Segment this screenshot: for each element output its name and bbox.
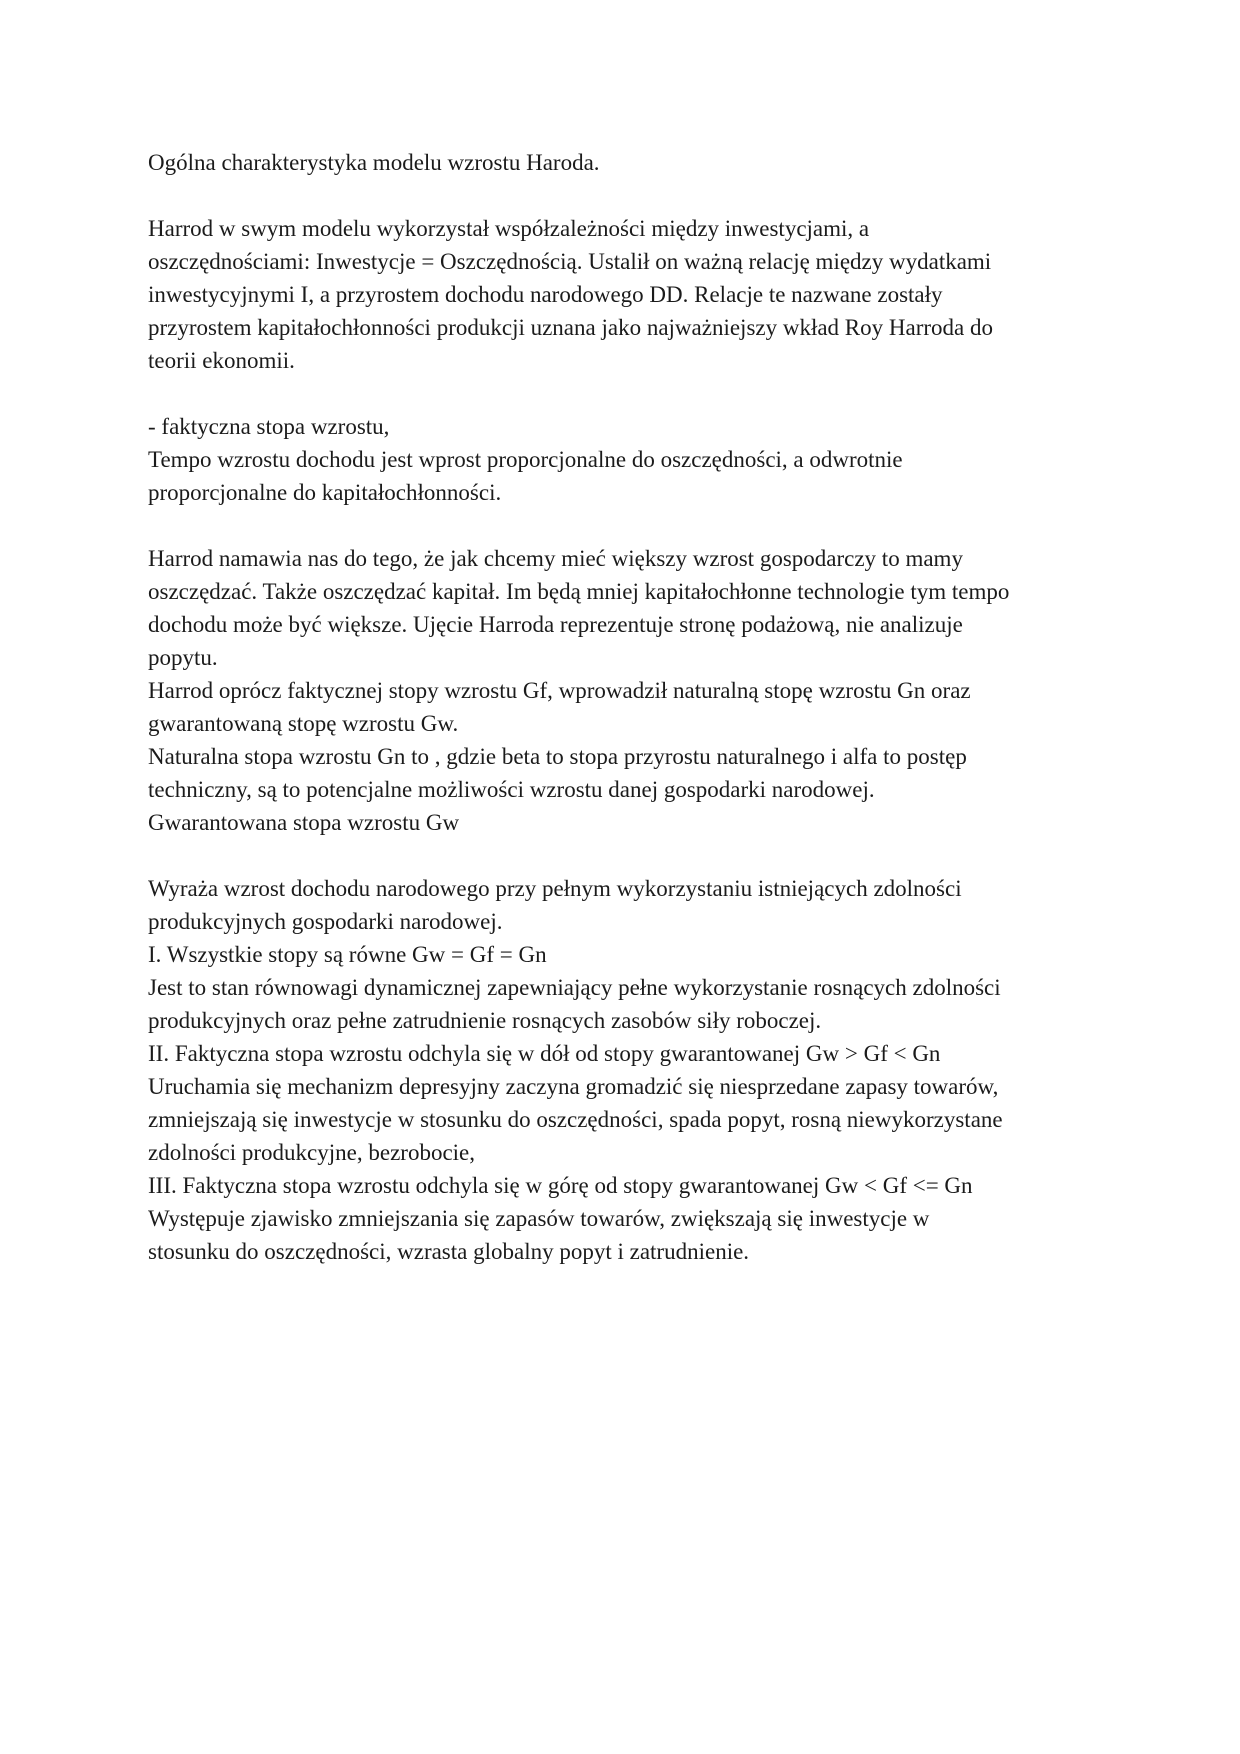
paragraph-line: dochodu może być większe. Ujęcie Harroda reprezentuje stronę podażową, nie analizuje — [148, 612, 963, 637]
section-heading: Gwarantowana stopa wzrostu Gw — [148, 810, 460, 835]
paragraph-line: produkcyjnych gospodarki narodowej. — [148, 909, 503, 934]
list-item: III. Faktyczna stopa wzrostu odchyla się w górę od stopy gwarantowanej Gw < Gf <= Gn — [148, 1173, 973, 1198]
paragraph-line: oszczędnościami: Inwestycje = Oszczędnością. Ustalił on ważną relację między wydatkami — [148, 249, 992, 274]
list-item: I. Wszystkie stopy są równe Gw = Gf = Gn — [148, 942, 547, 967]
blank-line — [148, 377, 1108, 410]
paragraph-line: stosunku do oszczędności, wzrasta globalny popyt i zatrudnienie. — [148, 1239, 750, 1264]
paragraph-line: Tempo wzrostu dochodu jest wprost proporcjonalne do oszczędności, a odwrotnie — [148, 447, 903, 472]
paragraph-line: zdolności produkcyjne, bezrobocie, — [148, 1140, 475, 1165]
paragraph-line: Występuje zjawisko zmniejszania się zapasów towarów, zwiększają się inwestycje w — [148, 1206, 930, 1231]
blank-line — [148, 509, 1108, 542]
paragraph-line: Harrod oprócz faktycznej stopy wzrostu Gf, wprowadził naturalną stopę wzrostu Gn oraz — [148, 678, 971, 703]
paragraph-line: inwestycyjnymi I, a przyrostem dochodu narodowego DD. Relacje te nazwane zostały — [148, 282, 943, 307]
paragraph-line: przyrostem kapitałochłonności produkcji uznana jako najważniejszy wkład Roy Harroda do — [148, 315, 993, 340]
paragraph-line: produkcyjnych oraz pełne zatrudnienie rosnących zasobów siły roboczej. — [148, 1008, 822, 1033]
paragraph-line: Jest to stan równowagi dynamicznej zapewniający pełne wykorzystanie rosnących zdolności — [148, 975, 1001, 1000]
paragraph-line: Uruchamia się mechanizm depresyjny zaczyna gromadzić się niesprzedane zapasy towarów, — [148, 1074, 999, 1099]
paragraph-line: oszczędzać. Także oszczędzać kapitał. Im będą mniej kapitałochłonne technologie tym tempo — [148, 579, 1010, 604]
list-item: II. Faktyczna stopa wzrostu odchyla się w dół od stopy gwarantowanej Gw > Gf < Gn — [148, 1041, 941, 1066]
paragraph-line: Harrod namawia nas do tego, że jak chcemy mieć większy wzrost gospodarczy to mamy — [148, 546, 963, 571]
paragraph-line: teorii ekonomii. — [148, 348, 295, 373]
paragraph-line: proporcjonalne do kapitałochłonności. — [148, 480, 502, 505]
paragraph-line: Wyraża wzrost dochodu narodowego przy pełnym wykorzystaniu istniejących zdolności — [148, 876, 962, 901]
blank-line — [148, 179, 1108, 212]
document-title: Ogólna charakterystyka modelu wzrostu Haroda. — [148, 150, 600, 175]
document-body — [148, 146, 1108, 1268]
blank-line — [148, 839, 1108, 872]
paragraph-line: techniczny, są to potencjalne możliwości wzrostu danej gospodarki narodowej. — [148, 777, 875, 802]
paragraph-line: popytu. — [148, 645, 218, 670]
paragraph-line: zmniejszają się inwestycje w stosunku do oszczędności, spada popyt, rosną niewykorzystane — [148, 1107, 1003, 1132]
paragraph-line: gwarantowaną stopę wzrostu Gw. — [148, 711, 459, 736]
paragraph-line: Harrod w swym modelu wykorzystał współzależności między inwestycjami, a — [148, 216, 870, 241]
section-heading: - faktyczna stopa wzrostu, — [148, 414, 390, 439]
paragraph-line: Naturalna stopa wzrostu Gn to , gdzie beta to stopa przyrostu naturalnego i alfa to postęp — [148, 744, 967, 769]
